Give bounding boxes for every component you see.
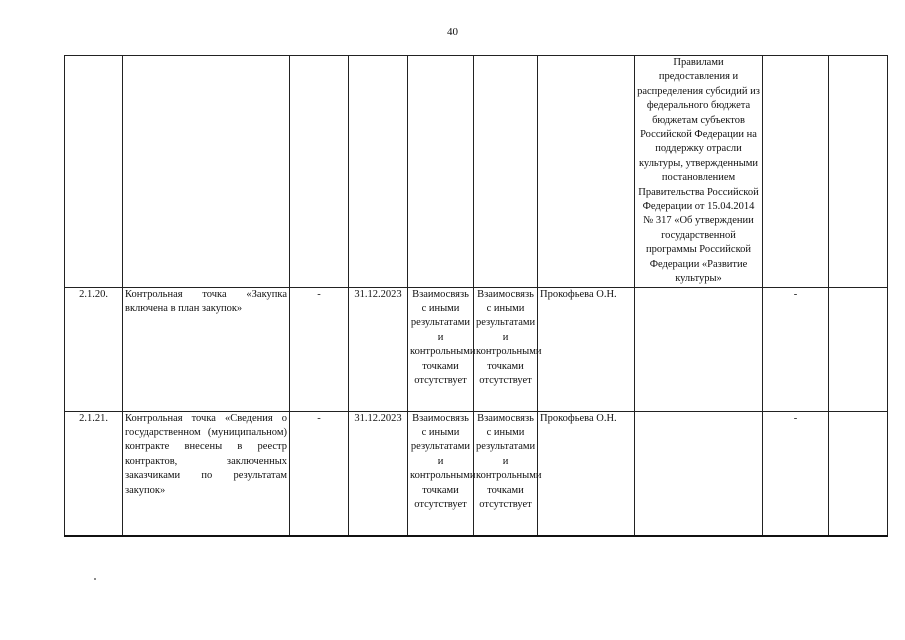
cell-responsible: Прокофьева О.Н.: [538, 287, 635, 411]
cell-relation-2: [474, 56, 538, 288]
table-row: [65, 56, 888, 288]
table-row: [65, 411, 888, 536]
cell-number: 2.1.21.: [65, 411, 123, 536]
cell-date: 31.12.2023: [349, 411, 408, 536]
cell-col3: -: [290, 411, 349, 536]
cell-name: Контрольная точка «Сведения о государственном (муниципальном) контракте внесены в реестр контрактов, заключенных заказчиками по результатам закупок»: [123, 411, 290, 536]
cell-col10: [829, 411, 888, 536]
cell-col9: -: [763, 411, 829, 536]
table-row: [65, 287, 888, 411]
cell-relation-1: Взаимосвязь с иными результатами и контрольными точками отсутствует: [408, 411, 474, 536]
cell-responsible: [538, 56, 635, 288]
plan-table: [64, 55, 888, 537]
cell-name: Контрольная точка «Закупка включена в план закупок»: [123, 287, 290, 411]
cell-relation-2: Взаимосвязь с иными результатами и контрольными точками отсутствует: [474, 287, 538, 411]
cell-col9: [763, 56, 829, 288]
cell-responsible: Прокофьева О.Н.: [538, 411, 635, 536]
cell-document: Правилами предоставления и распределения субсидий из федерального бюджета бюджетам субъектов Российской Федерации на поддержку отрасли культуры, утвержденными постановлением Правительства Российской Федерации от 15.04.2014 № 317 «Об утверждении государственной программы Российской Федерации «Развитие культуры»: [635, 56, 763, 288]
cell-name: [123, 56, 290, 288]
cell-date: 31.12.2023: [349, 287, 408, 411]
cell-number: [65, 56, 123, 288]
cell-document: [635, 411, 763, 536]
scan-speck: [94, 578, 96, 580]
page-number: 40: [447, 26, 458, 38]
cell-relation-1: Взаимосвязь с иными результатами и контрольными точками отсутствует: [408, 287, 474, 411]
cell-document: [635, 287, 763, 411]
cell-col9: -: [763, 287, 829, 411]
cell-number: 2.1.20.: [65, 287, 123, 411]
cell-col3: [290, 56, 349, 288]
cell-date: [349, 56, 408, 288]
cell-col10: [829, 56, 888, 288]
cell-col10: [829, 287, 888, 411]
cell-relation-2: Взаимосвязь с иными результатами и контрольными точками отсутствует: [474, 411, 538, 536]
cell-relation-1: [408, 56, 474, 288]
cell-col3: -: [290, 287, 349, 411]
